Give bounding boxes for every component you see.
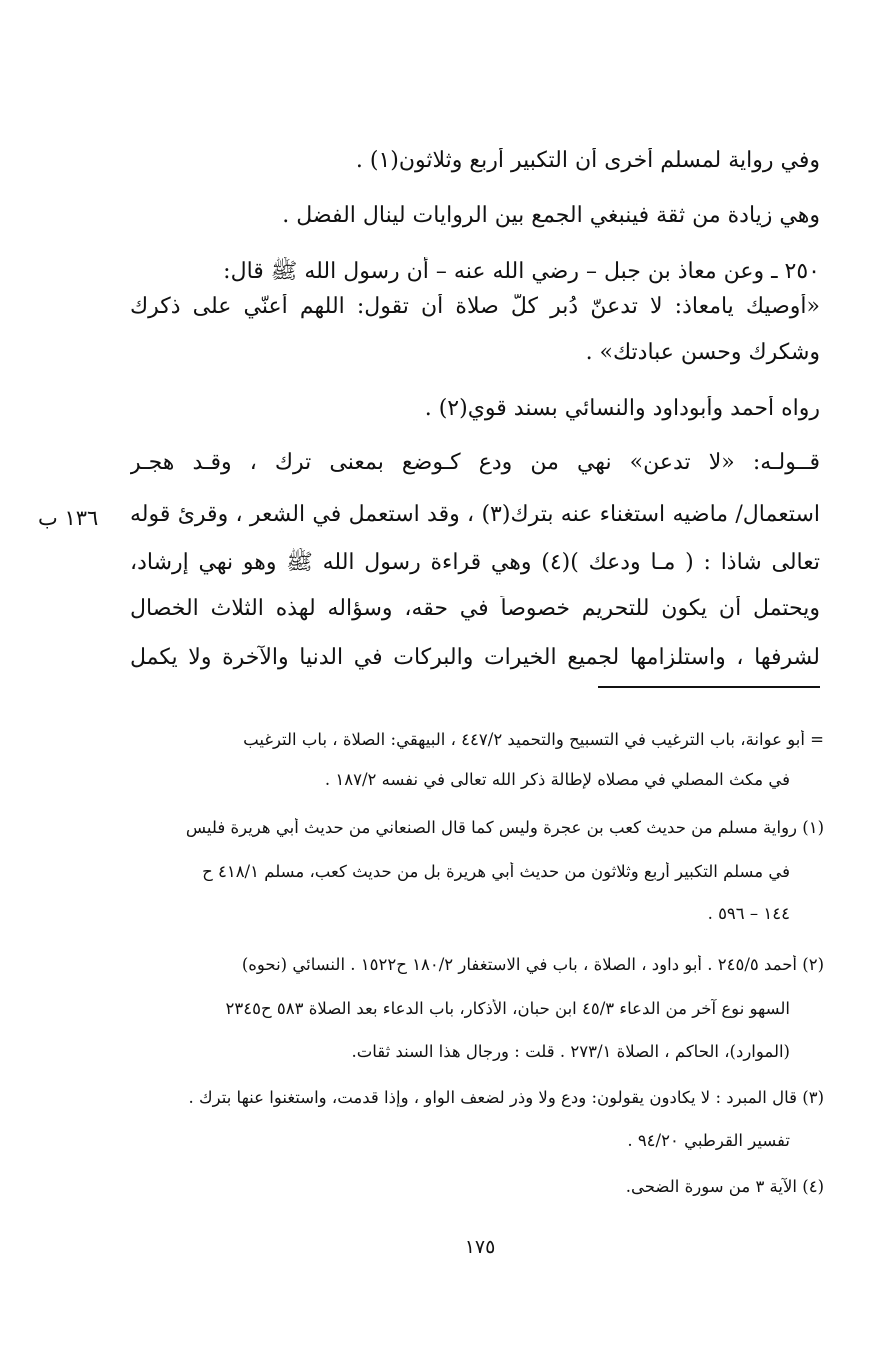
body-line: وهي زيادة من ثقة فينبغي الجمع بين الروايات لينال الفضل .	[282, 203, 820, 228]
footnote-line: السهو نوع آخر من الدعاء ٤٥/٣ ابن حبان، الأذكار، باب الدعاء بعد الصلاة ٥٨٣ ح٢٣٤٥	[225, 999, 790, 1018]
footnote-line: في مسلم التكبير أربع وثلاثون من حديث أبي هريرة بل من حديث كعب، مسلم ٤١٨/١ ح	[202, 862, 790, 881]
page-number: ١٧٥	[464, 1236, 496, 1258]
body-line: ويحتمل أن يكون للتحريم خصوصاً في حقه، وسؤاله لهذه الثلاث الخصال	[130, 596, 820, 621]
body-line: وشكرك وحسن عبادتك» .	[585, 340, 820, 365]
body-line: وفي رواية لمسلم أخرى أن التكبير أربع وثلاثون(١) .	[355, 148, 820, 173]
footnote-line: (٤) الآية ٣ من سورة الضحى.	[625, 1177, 824, 1196]
footnote-line: في مكث المصلي في مصلاه لإطالة ذكر الله تعالى في نفسه ١٨٧/٢ .	[324, 770, 790, 789]
body-line: «أوصيك يامعاذ: لا تدعنّ دُبر كلّ صلاة أن تقول: اللهم أعنّي على ذكرك	[130, 294, 820, 319]
footnote-line: (٢) أحمد ٢٤٥/٥ . أبو داود ، الصلاة ، باب في الاستغفار ١٨٠/٢ ح١٥٢٢ . النسائي (نحوه)	[241, 955, 824, 974]
body-line: قــولـه: «لا تدعن» نهي من ودع كـوضع بمعنى ترك ، وقـد هجـر	[130, 450, 820, 475]
footnote-line: = أبو عوانة، باب الترغيب في التسبيح والتحميد ٤٤٧/٢ ، البيهقي: الصلاة ، باب الترغيب	[243, 730, 824, 749]
body-line: تعالى شاذا : ( مـا ودعك )(٤) وهي قراءة رسول الله ﷺ وهو نهي إرشاد،	[130, 550, 820, 575]
footnote-line: ١٤٤ – ٥٩٦ .	[707, 904, 790, 923]
footnote-line: تفسير القرطبي ٩٤/٢٠ .	[627, 1131, 790, 1150]
body-line: استعمال/ ماضيه استغناء عنه بترك(٣) ، وقد استعمل في الشعر ، وقرئ قوله	[130, 502, 820, 527]
body-line: رواه أحمد وأبوداود والنسائي بسند قوي(٢) .	[424, 396, 820, 421]
body-line: ٢٥٠ ـ وعن معاذ بن جبل – رضي الله عنه – أن رسول الله ﷺ قال:	[223, 259, 820, 284]
footnote-line: (٣) قال المبرد : لا يكادون يقولون: ودع ولا وذر لضعف الواو ، وإذا قدمت، واستغنوا عنها بترك .	[188, 1088, 824, 1107]
footnote-line: (الموارد)، الحاكم ، الصلاة ٢٧٣/١ . قلت : ورجال هذا السند ثقات.	[351, 1042, 790, 1061]
manuscript-folio-marker: ١٣٦ ب	[38, 506, 99, 530]
footnote-separator	[598, 686, 820, 688]
footnote-line: (١) رواية مسلم من حديث كعب بن عجرة وليس كما قال الصنعاني من حديث أبي هريرة فليس	[185, 818, 824, 837]
body-line: لشرفها ، واستلزامها لجميع الخيرات والبركات في الدنيا والآخرة ولا يكمل	[130, 645, 820, 670]
